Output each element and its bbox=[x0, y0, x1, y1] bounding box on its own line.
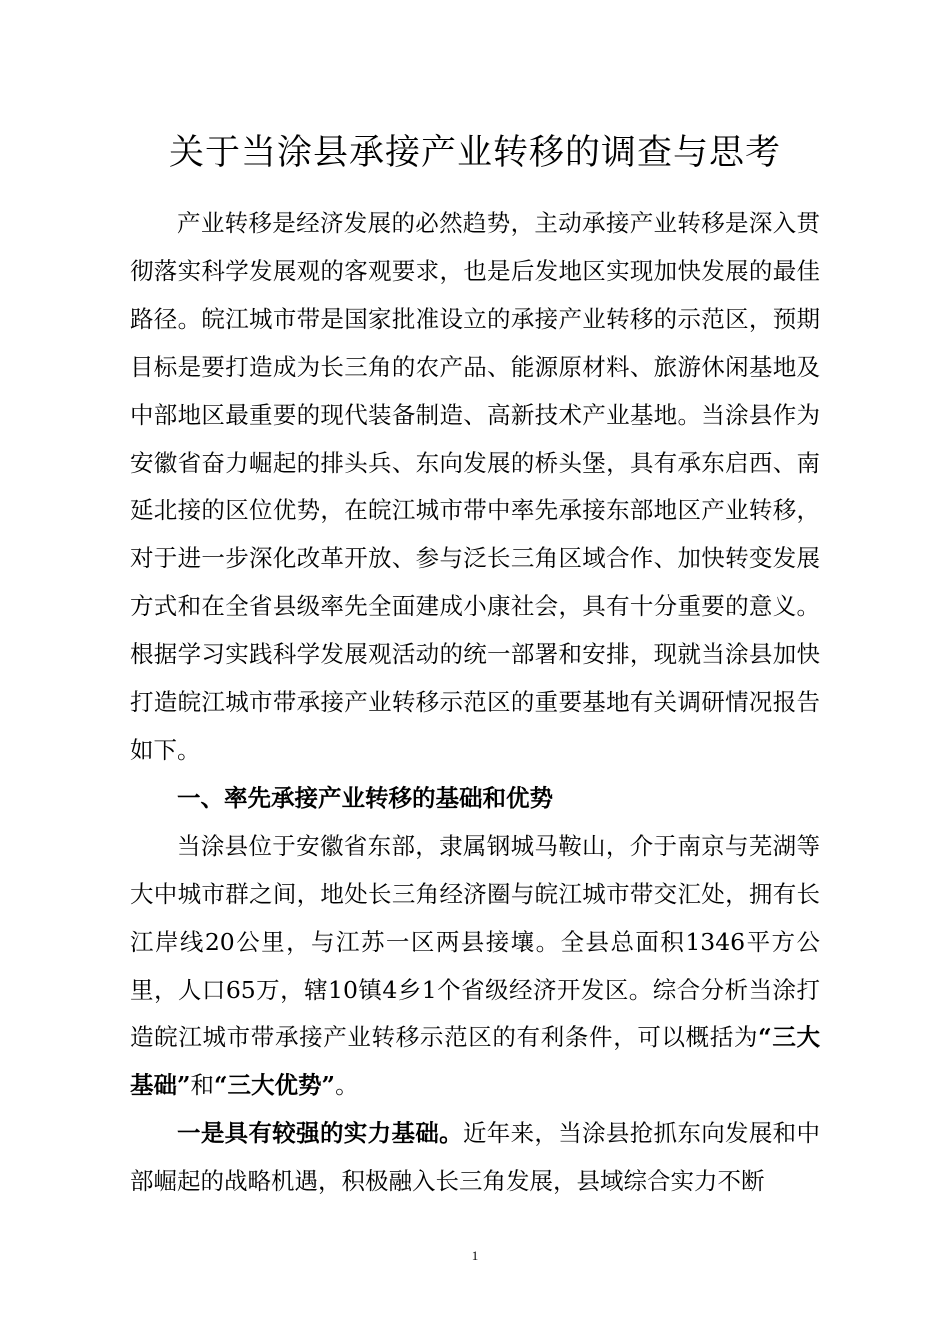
paragraph-location bbox=[130, 823, 820, 1110]
document-body bbox=[130, 200, 820, 1206]
document-title: 关于当涂县承接产业转移的调查与思考 bbox=[168, 133, 781, 173]
bold-phrase-three-foundations: “三大基础” bbox=[130, 1023, 820, 1100]
paragraph-strength-text: 近年来，当涂县抢抓东向发展和中部崛起的战略机遇，积极融入长三角发展，县域综合实力不断 bbox=[130, 1119, 821, 1196]
section-heading: 一、率先承接产业转移的基础和优势 bbox=[177, 783, 553, 812]
paragraph-location-text: 当涂县位于安徽省东部，隶属钢城马鞍山，介于南京与芜湖等大中城市群之间，地处长三角经济圈与皖江城市带交汇处，拥有长江岸线20公里，与江苏一区两县接壤。全县总面积1346平方公里，人口65万，辖10镇4乡1个省级经济开发区。综合分析当涂打造皖江城市带承接产业转移示范区的有利条件，可以概括为 bbox=[130, 831, 820, 1052]
page-number: 1 bbox=[471, 1248, 479, 1263]
paragraph-intro: 产业转移是经济发展的必然趋势，主动承接产业转移是深入贯彻落实科学发展观的客观要求，也是后发地区实现加快发展的最佳路径。皖江城市带是国家批准设立的承接产业转移的示范区，预期目标是要打造成为长三角的农产品、能源原材料、旅游休闲基地及中部地区最重要的现代装备制造、高新技术产业基地。当涂县作为安徽省奋力崛起的排头兵、东向发展的桥头堡，具有承东启西、南延北接的区位优势，在皖江城市带中率先承接东部地区产业转移，对于进一步深化改革开放、参与泛长三角区域合作、加快转变发展方式和在全省县级率先全面建成小康社会，具有十分重要的意义。根据学习实践科学发展观活动的统一部署和安排，现就当涂县加快打造皖江城市带承接产业转移示范区的重要基地有关调研情况报告如下。 bbox=[130, 209, 820, 764]
paragraph-strength bbox=[130, 1110, 820, 1206]
bold-lead-strength: 一是具有较强的实力基础。 bbox=[177, 1119, 463, 1148]
paragraph-location-join: 和 bbox=[190, 1071, 215, 1100]
paragraph-location-end: 。 bbox=[335, 1071, 359, 1100]
bold-phrase-three-advantages: “三大优势” bbox=[214, 1071, 336, 1100]
